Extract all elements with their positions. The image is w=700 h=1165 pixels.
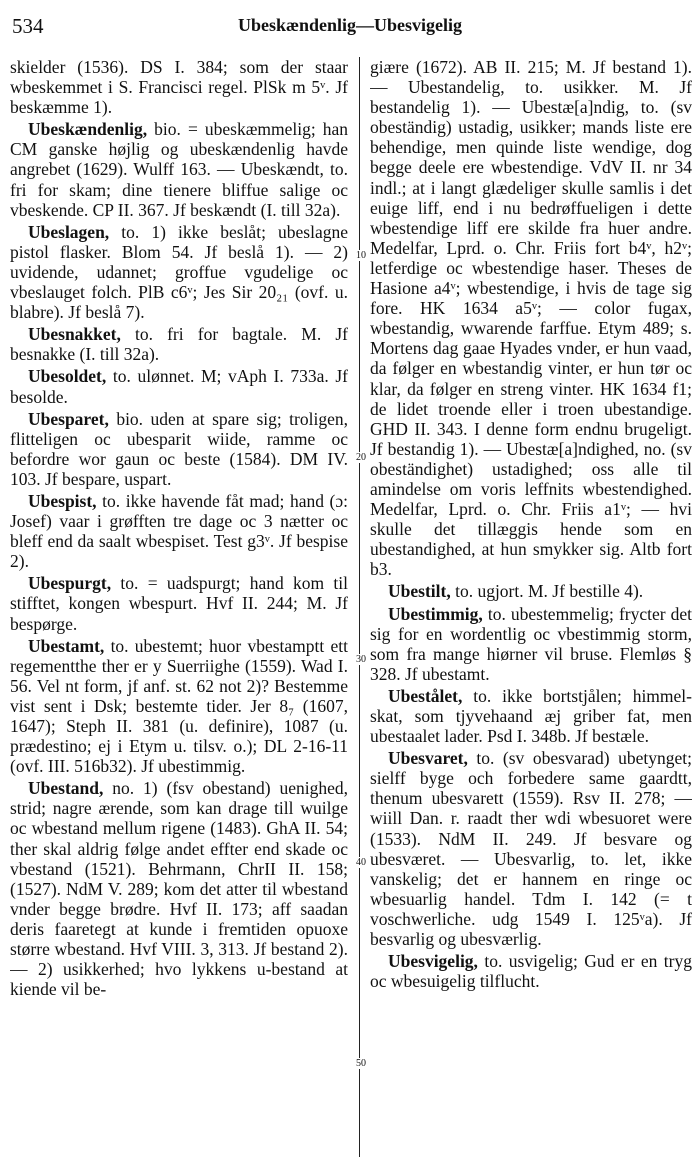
column-divider	[359, 57, 360, 1157]
entry-continuation: giære (1672). AB II. 215; M. Jf bestand 1). — Ubestandelig, to. usikker. M. Jf bestandelig 1). — Ubestæ[a]ndig, to. (sv obeständig) ustadig, usikker; mands liste ere behendige, men quinde liste wendige, dog begge deele ere wbestendige. VdV II. nr 34 indl.; at i langt glædeliger skulle samlis i det euige liff, end i nu bedrøffueligen i dette wbestendige liff ere skilde fra huer andre. Medelfar, Lprd. o. Chr. Friis fort b4ᵛ, h2ᵛ; letferdige oc wbestendige haser. Theses de Hasione a4ᵛ; wbestendige, i hvis de tage sig fore. HK 1634 a5ᵛ; — color fugax, wbestandig, wwarende farffue. Etym 489; s. Mortens dag gaae Hyades vnder, er hun vaad, da følger en wbestandig vinter, er hun tør oc klar, da følger en streng vinter. HK 1634 f1; de lidet troende eller i troen ubestandige. GHD II. 343. I denne form endnu brugeligt. Jf bestandig 1). — Ubestæ[a]ndighed, no. (sv obeständighet) ustadighed; oss alle til amindelse om voris leffnits wbestendighed. Medelfar, Lprd. o. Chr. Friis a1ᵛ; — hvi skulle det tillæggis hende som en ubestandighed, at hun smykker sig. Altb fort b3.	[370, 57, 692, 580]
entry-ubespurgt: Ubespurgt, to. = uadspurgt; hand kom til stifftet, kongen wbespurt. Hvf II. 244; M. Jf bespørge.	[10, 573, 348, 634]
headword: Ubestålet,	[388, 685, 463, 706]
headword: Ubespurgt,	[28, 573, 112, 594]
page-header	[0, 0, 700, 48]
entry-ubesnakket: Ubesnakket, to. fri for bagtale. M. Jf besnakke (I. till 32a).	[10, 324, 348, 365]
line-number-marker: 30	[351, 654, 371, 665]
entry-ubeskaendenlig: Ubeskændenlig, bio. = ubeskæmmelig; han CM ganske højlig og ubeskændenlig havde angrebet (1629). Wulff 163. — Ubeskændt, to. fri for skam; dine tienere bliffue salige oc vbeskende. CP II. 367. Jf beskændt (I. till 32a).	[10, 119, 348, 220]
page-number: 534	[12, 14, 44, 38]
entry-ubeslagen: Ubeslagen, to. 1) ikke beslåt; ubeslagne pistol flasker. Blom 54. Jf beslå 1). — 2) uvidende, udannet; groffue vgudelige oc vbeslauget folch. PlB c6ᵛ; Jes Sir 20₂₁ (ovf. u. blabre). Jf beslå 7).	[10, 221, 348, 323]
entry-ubestalet: Ubestålet, to. ikke bortstjålen; himmel-skat, som tjyvehaand æj griber fat, men ubestaalet lader. Psd I. 348b. Jf bestæle.	[370, 685, 692, 747]
headword: Ubestilt,	[388, 581, 451, 602]
entry-ubesparet: Ubesparet, bio. uden at spare sig; troligen, flitteligen oc ubesparit wiide, ramme oc befordre wor gaun oc beste (1584). DM IV. 103. Jf bespare, uspart.	[10, 408, 348, 489]
line-number-marker: 40	[351, 857, 371, 868]
entry-continuation: skielder (1536). DS I. 384; som der staar wbeskemmet i S. Francisci regel. PlSk m 5ᵛ. Jf beskæmme 1).	[10, 57, 348, 118]
headword: Ubesnakket,	[28, 324, 121, 345]
running-head: Ubeskændenlig—Ubesvigelig	[237, 15, 463, 35]
entry-ubestimmig: Ubestimmig, to. ubestemmelig; frycter det sig for en wordentlig oc vbestimmig storm, som fra mange hiørner vil bruse. Flemløs § 328. Jf ubestamt.	[370, 603, 692, 684]
headword: Ubestimmig,	[388, 603, 483, 624]
headword: Ubesvigelig,	[388, 951, 478, 972]
headword: Ubesvaret,	[388, 748, 468, 769]
headword: Ubeskændenlig,	[28, 119, 148, 140]
headword: Ubestamt,	[28, 635, 105, 656]
entry-ubespist: Ubespist, to. ikke havende fåt mad; hand (ɔ: Josef) vaar i grøfften tre dage oc 3 nætter oc bleff end da saalt wbespiset. Test g3ᵛ. Jf bespise 2).	[10, 490, 348, 572]
entry-ubesoldet: Ubesoldet, to. ulønnet. M; vAph I. 733a. Jf besolde.	[10, 366, 348, 407]
entry-ubesvigelig: Ubesvigelig, to. usvigelig; Gud er en tryg oc wbesuigelig tilflucht.	[370, 951, 692, 992]
line-number-marker: 50	[351, 1058, 371, 1069]
line-number-marker: 10	[351, 250, 371, 261]
headword: Ubespist,	[28, 490, 97, 511]
headword: Ubesoldet,	[28, 366, 107, 387]
line-number-marker: 20	[351, 452, 371, 463]
right-column	[370, 57, 692, 1157]
headword: Ubeslagen,	[28, 221, 110, 242]
entry-ubestand: Ubestand, no. 1) (fsv obestand) uenighed, strid; nagre ærende, som kan drage till wuilge oc wbestand mellum rigene (1483). GhA II. 54; ther skal aldrig følge andet effter end skade oc vbestand (1521). Behrmann, ChrII II. 158; (1527). NdM V. 289; kom det atter til wbestand vnder begge brødre. Hvf II. 173; aff saadan deris faaretegt at kunde i fremtiden opuoxe større wbestand. Hvf VIII. 3, 313. Jf bestand 2). — 2) usikkerhed; hvo lykkens u-bestand at kiende vil be-	[10, 778, 348, 1000]
left-column	[10, 57, 348, 1157]
headword: Ubesparet,	[28, 408, 109, 429]
entry-ubestilt: Ubestilt, to. ugjort. M. Jf bestille 4).	[388, 581, 644, 602]
entry-ubesvaret: Ubesvaret, to. (sv obesvarad) ubetynget; sielff byge och forbedere same gaardtt, thenum ubesvarett (1559). Rsv II. 278; — wiill Dan. r. raadt ther wdi wbesuoret were (1533). NdM II. 249. Jf besvare og ubesværet. — Ubesvarlig, to. let, ikke vanskelig; det er hannem en ringe oc wbesuarlig handel. Tdm I. 142 (= t voschwerliche. udg 1549 I. 125ᵛa). Jf besvarlig og ubesværlig.	[370, 748, 692, 950]
entry-ubestamt: Ubestamt, to. ubestemt; huor vbestamptt ett regementthe ther er y Suerriighe (1559). Wad I. 56. Vel nt form, jf anf. st. 62 not 2)? Bestemme vist sent i Dsk; bestemte tider. Jer 8₇ (1607, 1647); Steph II. 381 (u. definire), 1087 (u. prædestino; ej i Etym u. tilsv. o.); DL 2-16-11 (ovf. III. 516b32). Jf ubestimmig.	[10, 635, 348, 777]
headword: Ubestand,	[28, 778, 104, 799]
